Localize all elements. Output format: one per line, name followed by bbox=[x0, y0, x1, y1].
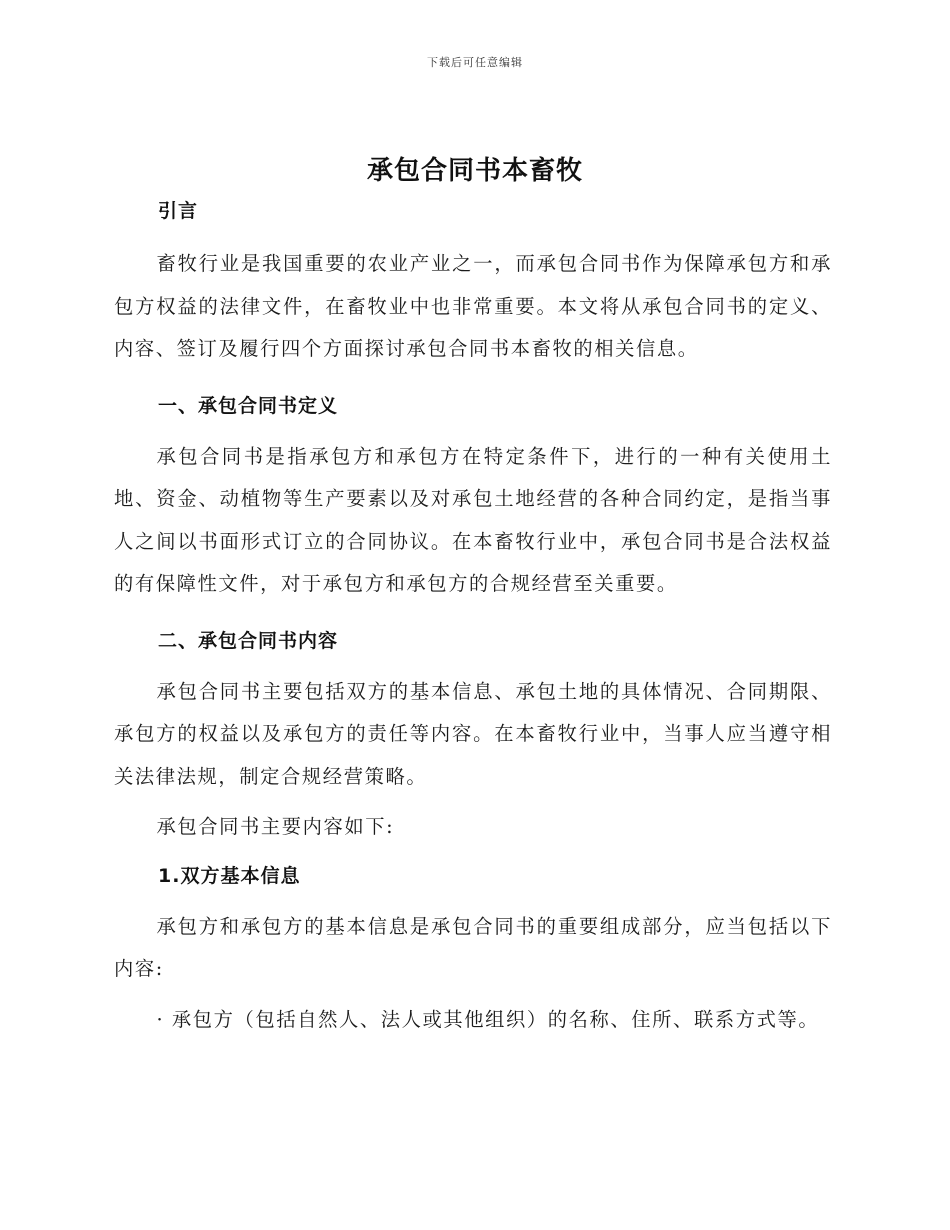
header-note: 下载后可任意编辑 bbox=[427, 56, 523, 69]
section-1-paragraph: 承包合同书是指承包方和承包方在特定条件下，进行的一种有关使用土地、资金、动植物等生产要素以及对承包土地经营的各种合同约定，是指当事人之间以书面形式订立的合同协议。在本畜牧行业中，承包合同书是合法权益的有保障性文件，对于承包方和承包方的合规经营至关重要。 bbox=[114, 444, 832, 595]
section-2-1-paragraph: 承包方和承包方的基本信息是承包合同书的重要组成部分，应当包括以下内容: bbox=[114, 914, 832, 980]
section-2-paragraph: 承包合同书主要包括双方的基本信息、承包土地的具体情况、合同期限、承包方的权益以及承包方的责任等内容。在本畜牧行业中，当事人应当遵守相关法律法规，制定合规经营策略。 bbox=[114, 679, 832, 788]
section-1-heading: 一、承包合同书定义 bbox=[158, 394, 339, 417]
document-body bbox=[114, 196, 832, 1041]
section-2-list-intro: 承包合同书主要内容如下: bbox=[156, 815, 395, 838]
section-2-1-heading: 1.双方基本信息 bbox=[158, 864, 301, 887]
intro-paragraph: 畜牧行业是我国重要的农业产业之一，而承包合同书作为保障承包方和承包方权益的法律文件，在畜牧业中也非常重要。本文将从承包合同书的定义、内容、签订及履行四个方面探讨承包合同书本畜牧的相关信息。 bbox=[114, 252, 832, 360]
intro-heading: 引言 bbox=[158, 200, 199, 222]
section-2-1-bullet: · 承包方（包括自然人、法人或其他组织）的名称、住所、联系方式等。 bbox=[156, 1007, 820, 1031]
section-2-heading: 二、承包合同书内容 bbox=[158, 629, 339, 652]
document-title: 承包合同书本畜牧 bbox=[366, 156, 583, 186]
